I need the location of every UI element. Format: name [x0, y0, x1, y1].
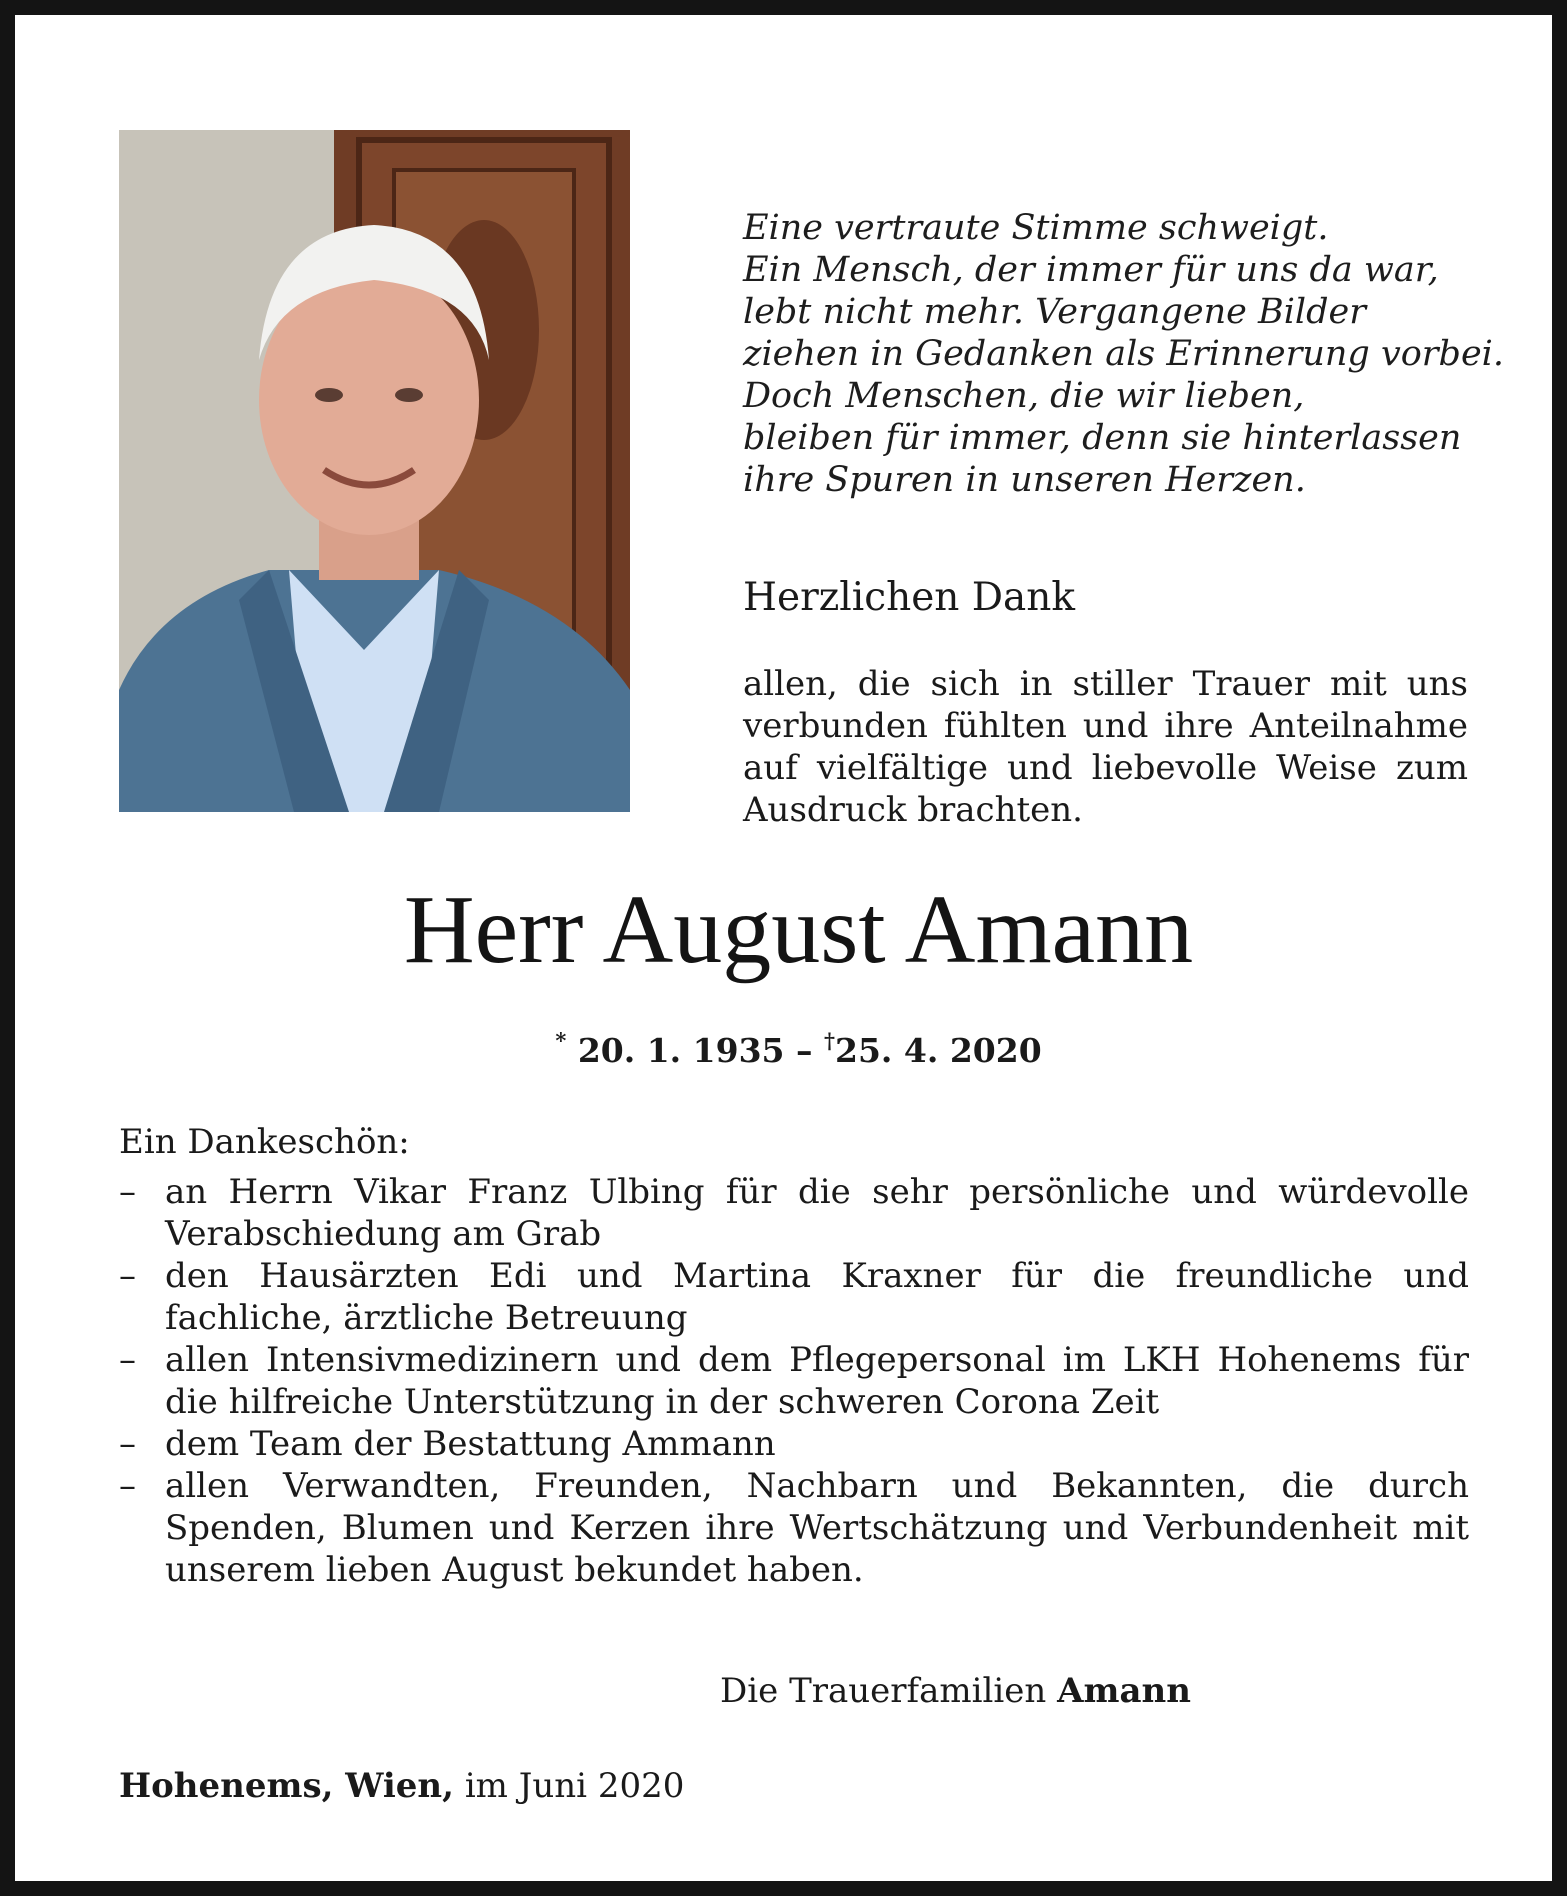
birth-date: 20. 1. 1935 [577, 1031, 785, 1070]
death-date: 25. 4. 2020 [834, 1031, 1042, 1070]
family-signature [720, 1670, 1191, 1712]
portrait-photo [119, 130, 630, 812]
poem-line: Ein Mensch, der immer für uns da war, [743, 250, 1439, 290]
place-and-date [119, 1765, 684, 1807]
list-item-text: den Hausärzten Edi und Martina Kraxner für die freundliche und fachliche, ärztliche Betreuung [165, 1256, 1469, 1338]
poem-line: ziehen in Gedanken als Erinnerung vorbei. [743, 334, 1504, 374]
list-item-text: allen Verwandten, Freunden, Nachbarn und Bekannten, die durch Spenden, Blumen und Kerzen ihre Wertschätzung und Verbundenheit mit unserem lieben August bekundet haben. [165, 1466, 1469, 1590]
date-separator: – [796, 1031, 813, 1070]
dankeschoen-list [119, 1171, 1469, 1591]
poem-line: lebt nicht mehr. Vergangene Bilder [743, 292, 1366, 332]
death-symbol: † [824, 1028, 835, 1053]
signature-prefix: Die Trauerfamilien [720, 1671, 1047, 1711]
list-item-text: an Herrn Vikar Franz Ulbing für die sehr persönliche und würdevolle Verabschiedung am Grab [165, 1172, 1469, 1254]
dash-bullet: – [119, 1256, 136, 1296]
dash-bullet: – [119, 1466, 136, 1506]
list-item [119, 1465, 1469, 1591]
poem-line: Doch Menschen, die wir lieben, [743, 376, 1305, 416]
family-name: Amann [1057, 1671, 1191, 1711]
thanks-text: allen, die sich in stiller Trauer mit uns verbunden fühlten und ihre Anteilnahme auf vielfältige und liebevolle Weise zum Ausdruck brachten. [743, 664, 1468, 830]
notice-date: im Juni 2020 [464, 1766, 685, 1806]
dash-bullet: – [119, 1424, 136, 1464]
thanks-heading: Herzlichen Dank [743, 575, 1076, 620]
poem-line: ihre Spuren in unseren Herzen. [743, 460, 1306, 500]
poem-line: bleiben für immer, denn sie hinterlassen [743, 418, 1462, 458]
poem-line: Eine vertraute Stimme schweigt. [743, 208, 1329, 248]
dankeschoen-heading: Ein Dankeschön: [119, 1122, 410, 1162]
list-item-text: allen Intensivmedizinern und dem Pflegepersonal im LKH Hohenems für die hilfreiche Unterstützung in der schweren Corona Zeit [165, 1340, 1469, 1422]
list-item-text: dem Team der Bestattung Ammann [165, 1424, 776, 1464]
portrait-illustration [119, 130, 630, 812]
list-item [119, 1255, 1469, 1339]
place-names: Hohenems, Wien, [119, 1766, 454, 1806]
list-item [119, 1171, 1469, 1255]
dash-bullet: – [119, 1172, 136, 1212]
list-item [119, 1423, 1469, 1465]
memorial-poem [743, 207, 1504, 501]
deceased-name: Herr August Amann [403, 876, 1194, 984]
life-dates [15, 1021, 1567, 1071]
list-item [119, 1339, 1469, 1423]
birth-symbol: * [555, 1028, 567, 1053]
dash-bullet: – [119, 1340, 136, 1380]
